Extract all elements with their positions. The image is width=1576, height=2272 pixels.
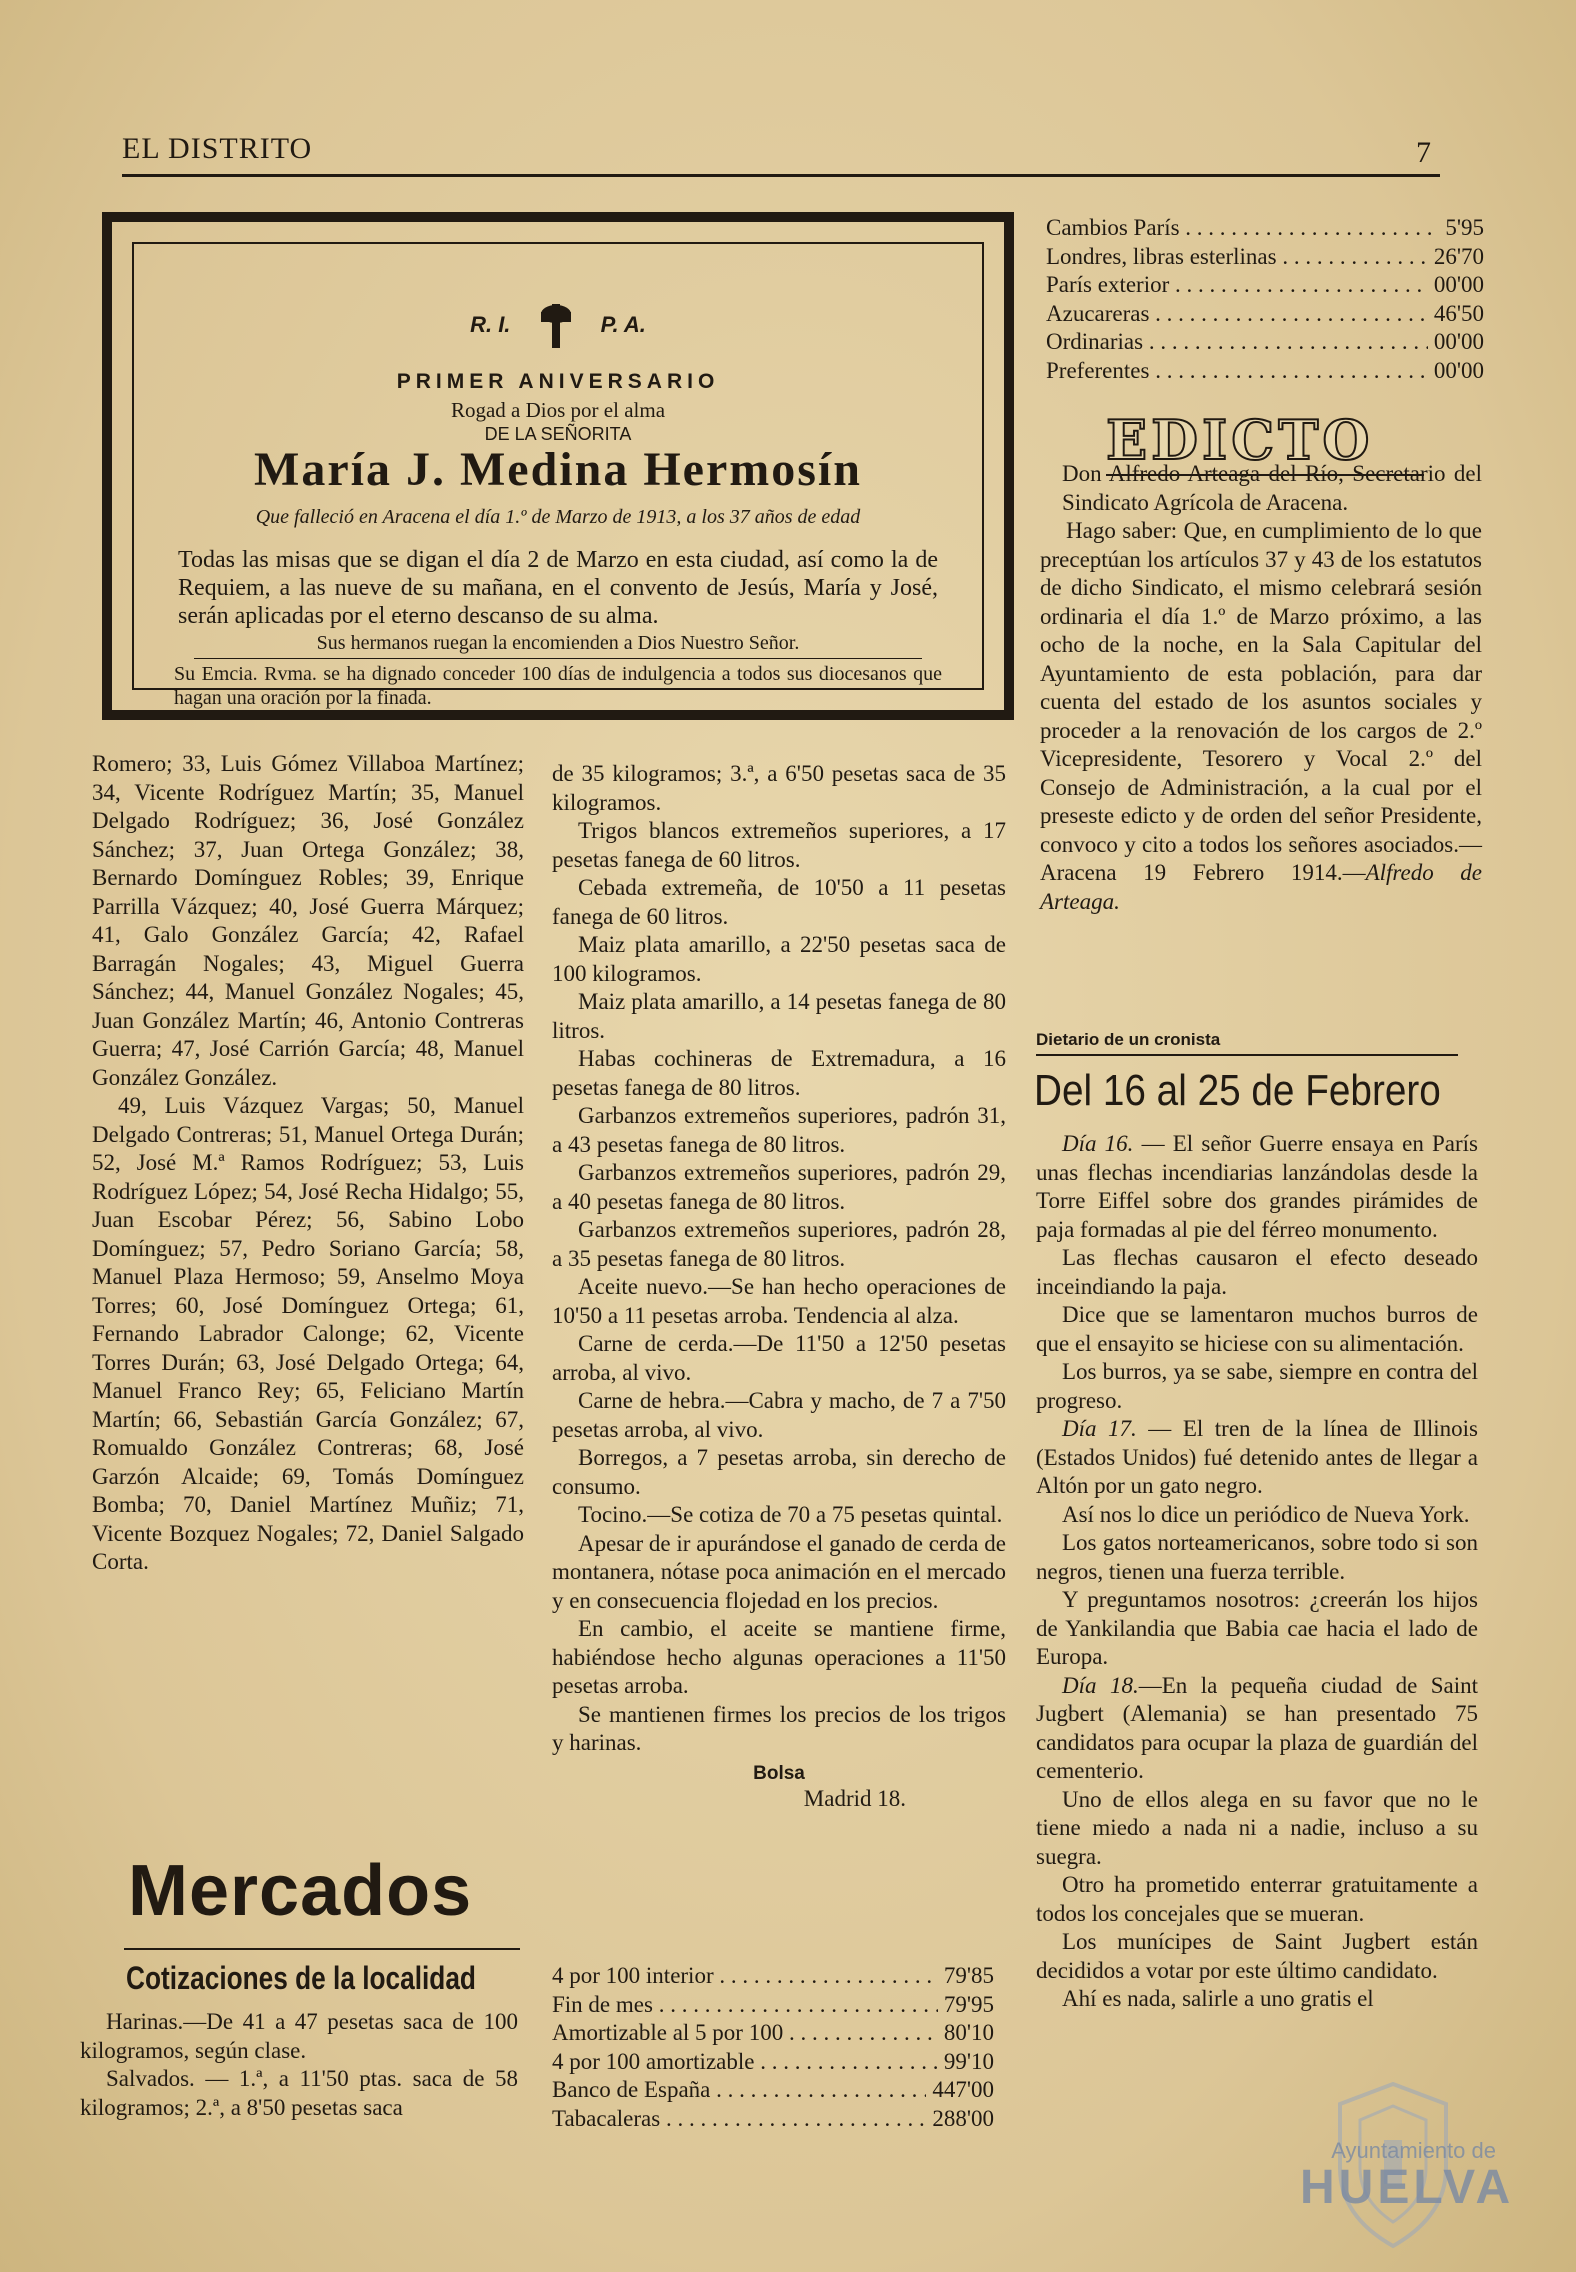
chronicle-entry: Los gatos norteamericanos, sobre todo si son negros, tienen una fuerza terrible.	[1036, 1530, 1478, 1584]
cotizaciones-subheading: Cotizaciones de la localidad	[126, 1960, 476, 1996]
day-label: Día 16.	[1062, 1131, 1134, 1156]
row-value: 00'00	[1433, 272, 1484, 297]
obituary-indulgence: Su Emcia. Rvma. se ha dignado conceder 100 días de indulgencia a todos sus diocesanos que hagan una oración por la finada.	[174, 663, 942, 709]
column-3-chronicle	[1036, 1130, 1478, 2014]
watermark-text	[1300, 2138, 1515, 2214]
market-paragraph: Garbanzos extremeños superiores, padrón 29, a 40 pesetas fanega de 80 litros.	[552, 1160, 1006, 1214]
table-row	[552, 2048, 994, 2077]
market-paragraph: Borregos, a 7 pesetas arroba, sin derecho de consumo.	[552, 1445, 1006, 1499]
market-paragraph: Garbanzos extremeños superiores, padrón 31, a 43 pesetas fanega de 80 litros.	[552, 1103, 1006, 1157]
market-paragraph: Garbanzos extremeños superiores, padrón 28, a 35 pesetas fanega de 80 litros.	[552, 1217, 1006, 1271]
ripa-left: R. I.	[470, 311, 511, 337]
row-value: 99'10	[943, 2048, 994, 2074]
row-value: 00'00	[1433, 329, 1484, 354]
chronicle-entry	[1036, 1415, 1478, 1501]
dietario-rule	[1036, 1054, 1458, 1056]
obituary-senorita: DE LA SEÑORITA	[484, 424, 632, 444]
chronicle-entry: Los munícipes de Saint Jugbert están decididos a votar por este último candidato.	[1036, 1929, 1478, 1983]
ripa-right: P. A.	[600, 311, 646, 337]
row-label: Amortizable al 5 por 100 . . .	[552, 2019, 938, 2048]
table-row	[1046, 214, 1484, 243]
column-1-text	[92, 750, 524, 1577]
row-value: 79'85	[943, 1963, 994, 1988]
chronicle-entry: Uno de ellos alega en su favor que no le tiene miedo a nada ni a nadie, incluso a su suegra.	[1036, 1786, 1478, 1869]
obituary-prayer: Rogad a Dios por el alma	[450, 398, 666, 422]
obituary-separator	[194, 658, 922, 659]
mercados-rule	[124, 1948, 520, 1950]
market-paragraph: En cambio, el aceite se mantiene firme, habiéndose hecho algunas operaciones a 11'50 pesetas arroba.	[552, 1616, 1006, 1698]
bolsa-table	[552, 1962, 994, 2133]
row-label: Cambios París . . .	[1046, 214, 1439, 243]
table-row	[552, 2019, 994, 2048]
market-paragraph: Aceite nuevo.—Se han hecho operaciones de 10'50 a 11 pesetas arroba. Tendencia al alza.	[552, 1274, 1006, 1328]
edicto-body-text: Hago saber: Que, en cumplimiento de lo que preceptúan los artículos 37 y 43 de los estatutos de dicho Sindicato, el mismo celebrará sesión ordinaria el día 1.º de Marzo próximo, a las ocho de la noche, en la Sala Capitular del Ayuntamiento de esta población, para dar cuenta del estado de los asuntos sociales y proceder a la renovación de los cargos de 2.º Vicepresidente, Tesorero y Vocal 2.º del Consejo de Administración, a la cual por el preseste edicto y de orden del señor Presidente, convoco y cito a todos los señores asociados.—Aracena 19 Febrero 1914.—	[1040, 518, 1482, 885]
row-value: 288'00	[932, 2105, 994, 2131]
table-row	[1046, 357, 1484, 386]
table-row	[552, 2076, 994, 2105]
chronicle-entry: Así nos lo dice un periódico de Nueva York.	[1062, 1501, 1470, 1527]
harinas-paragraph: Harinas.—De 41 a 47 pesetas saca de 100 kilogramos, según clase.	[80, 2009, 518, 2063]
edicto-intro: Don Alfredo Arteaga del Río, Secretario del Sindicato Agrícola de Aracena.	[1062, 461, 1482, 515]
day-label: Día 18.	[1062, 1672, 1139, 1698]
row-value: 447'00	[932, 2077, 994, 2102]
chronicle-text: — El tren de la línea de Illinois (Estados Unidos) fué detenido antes de llegar a Altón por un gato negro.	[1036, 1416, 1479, 1498]
bolsa-date: Madrid 18.	[803, 1785, 906, 1811]
ripa-line	[134, 304, 982, 348]
market-paragraph: Cebada extremeña, de 10'50 a 11 pesetas fanega de 60 litros.	[552, 875, 1006, 929]
row-value: 26'70	[1433, 243, 1484, 269]
table-row	[552, 1962, 994, 1991]
table-row	[552, 1991, 994, 2020]
market-paragraph: Maiz plata amarillo, a 14 pesetas fanega de 80 litros.	[552, 989, 1006, 1043]
masthead-title: EL DISTRITO	[122, 132, 313, 165]
mercados-heading: Mercados	[128, 1851, 473, 1931]
row-label: Ordinarias . . .	[1046, 328, 1428, 357]
row-label: 4 por 100 interior . . .	[552, 1962, 938, 1991]
edicto-signature: Alfredo de Arteaga.	[1040, 860, 1483, 914]
row-label: Londres, libras esterlinas . . .	[1046, 243, 1428, 272]
market-paragraph: de 35 kilogramos; 3.ª, a 6'50 pesetas saca de 35 kilogramos.	[552, 761, 1006, 815]
chronicle-entry: Ahí es nada, salirle a uno gratis el	[1062, 1986, 1374, 2011]
market-paragraph: Tocino.—Se cotiza de 70 a 75 pesetas quintal.	[578, 1502, 1003, 1527]
chronicle-entry: Dice que se lamentaron muchos burros de que el ensayito se hiciese con su alimentación.	[1036, 1302, 1478, 1356]
row-label: París exterior . . .	[1046, 271, 1428, 300]
obituary-siblings: Sus hermanos ruegan la encomienden a Dios Nuestro Señor.	[316, 632, 800, 654]
chronicle-entry: Los burros, ya se sabe, siempre en contra del progreso.	[1036, 1359, 1478, 1413]
row-value: 00'00	[1433, 357, 1484, 383]
obituary-inner-frame	[132, 242, 984, 709]
obituary-date-line: Que falleció en Aracena el día 1.º de Marzo de 1913, a los 37 años de edad	[255, 506, 861, 528]
cambios-table	[1046, 214, 1484, 385]
chronicle-text: — El señor Guerre ensaya en París unas flechas incendiarias lanzándolas desde la Torre Eiffel sobre dos grandes pirámides de paja formadas al pie del férreo monumento.	[1036, 1131, 1478, 1242]
obituary-body: Todas las misas que se digan el día 2 de Marzo en esta ciudad, así como la de Requiem, a las nueve de su mañana, en el convento de Jesús, María y José, serán aplicadas por el eterno descanso de su alma.	[178, 547, 938, 629]
table-row	[552, 2105, 994, 2134]
bolsa-heading: Bolsa	[753, 1762, 805, 1784]
chronicle-entry: Y preguntamos nosotros: ¿creerán los hijos de Yankilandia que Babia cae hacia el lado de Europa.	[1036, 1587, 1478, 1669]
row-value: 46'50	[1433, 300, 1484, 326]
dietario-label: Dietario de un cronista	[1036, 1030, 1221, 1049]
market-paragraph: Carne de cerda.—De 11'50 a 12'50 pesetas arroba, al vivo.	[552, 1331, 1006, 1385]
column-2-text	[552, 760, 1006, 1812]
row-label: Banco de España . . .	[552, 2076, 926, 2105]
row-value: 5'95	[1445, 215, 1484, 240]
table-row	[1046, 300, 1484, 329]
market-paragraph: Habas cochineras de Extremadura, a 16 pesetas fanega de 80 litros.	[552, 1046, 1006, 1100]
cross-icon	[539, 304, 573, 348]
obituary-anniversary: PRIMER ANIVERSARIO	[396, 370, 720, 393]
row-value: 79'95	[943, 1991, 994, 2017]
name-list-paragraph-1: Romero; 33, Luis Gómez Villaboa Martínez; 34, Vicente Rodríguez Martín; 35, Manuel Delgado Rodríguez; 36, José González Sánchez; 37, Juan Ortega González; 38, Bernardo Domínguez Robles; 39, Enrique Parrilla Vázquez; 40, José Guerra Márquez; 41, Galo González García; 42, Rafael Barragán Nogales; 43, Miguel Guerra Sánchez; 44, Manuel González Nogales; 45, Juan González Martín; 46, Antonio Contreras Guerra; 47, José Carrión García; 48, Manuel González González.	[92, 751, 524, 1090]
obituary-box	[102, 212, 1014, 720]
row-label: Preferentes . . .	[1046, 357, 1428, 386]
page-number: 7	[1416, 136, 1431, 169]
chronicle-entry: Las flechas causaron el efecto deseado inceindiando la paja.	[1036, 1245, 1478, 1299]
edicto-body	[1040, 517, 1482, 916]
watermark-line-2: HUELVA	[1300, 2161, 1515, 2214]
row-value: 80'10	[943, 2020, 994, 2045]
table-row	[1046, 271, 1484, 300]
table-row	[1046, 243, 1484, 272]
chronicle-entry	[1036, 1130, 1478, 1244]
chronicle-entry: Otro ha prometido enterrar gratuitamente a todos los concejales que se mueran.	[1036, 1872, 1478, 1926]
row-label: Tabacaleras . . .	[552, 2105, 926, 2134]
row-label: 4 por 100 amortizable . . .	[552, 2048, 938, 2077]
date-range-heading: Del 16 al 25 de Febrero	[1034, 1066, 1441, 1115]
column-1-markets	[80, 2008, 518, 2122]
market-paragraph: Carne de hebra.—Cabra y macho, de 7 a 7'50 pesetas arroba, al vivo.	[552, 1388, 1006, 1442]
market-paragraph: Maiz plata amarillo, a 22'50 pesetas saca de 100 kilogramos.	[552, 932, 1006, 986]
market-paragraph: Se mantienen firmes los precios de los trigos y harinas.	[552, 1701, 1006, 1755]
row-label: Fin de mes . . .	[552, 1991, 938, 2020]
name-list-paragraph-2: 49, Luis Vázquez Vargas; 50, Manuel Delgado Contreras; 51, Manuel Ortega Durán; 52, José M.ª Ramos Rodríguez; 53, Luis Rodríguez López; 54, José Recha Hidalgo; 55, Juan Escobar Pérez; 56, Sabino Lobo Domínguez; 57, Pedro Soriano García; 58, Manuel Plaza Hermoso; 59, Anselmo Moya Torres; 60, José Domínguez Ortega; 61, Fernando Labrador Calonge; 62, Vicente Torres Durán; 63, José Delgado Ortega; 64, Manuel Franco Rey; 65, Feliciano Martín Martín; 66, Sebastián García González; 67, Romualdo González Contreras; 68, José Garzón Alcaide; 69, Tomás Domínguez Bomba; 70, Daniel Martínez Muñiz; 71, Vicente Bozquez Nogales; 72, Daniel Salgado Corta.	[92, 1093, 524, 1574]
table-row	[1046, 328, 1484, 357]
chronicle-text: —En la pequeña ciudad de Saint Jugbert (Alemania) se han presentado 75 candidatos para ocupar la plaza de guardián del cementerio.	[1036, 1672, 1478, 1783]
salvados-paragraph: Salvados. — 1.ª, a 11'50 ptas. saca de 58 kilogramos; 2.ª, a 8'50 pesetas saca	[80, 2066, 518, 2120]
edicto-heading: EDICTO	[1106, 408, 1374, 472]
row-label: Azucareras . . .	[1046, 300, 1428, 329]
market-paragraph: Apesar de ir apurándose el ganado de cerda de montanera, nótase poca animación en el mercado y en consecuencia flojedad en los precios.	[552, 1530, 1006, 1613]
day-label: Día 17.	[1062, 1416, 1137, 1441]
header-rule	[122, 174, 1440, 177]
market-paragraph: Trigos blancos extremeños superiores, a 17 pesetas fanega de 60 litros.	[552, 818, 1006, 872]
chronicle-entry	[1036, 1672, 1478, 1786]
watermark-line-1: Ayuntamiento de	[1331, 2138, 1496, 2163]
obituary-name: María J. Medina Hermosín	[254, 443, 862, 496]
column-3-edicto	[1040, 460, 1482, 916]
